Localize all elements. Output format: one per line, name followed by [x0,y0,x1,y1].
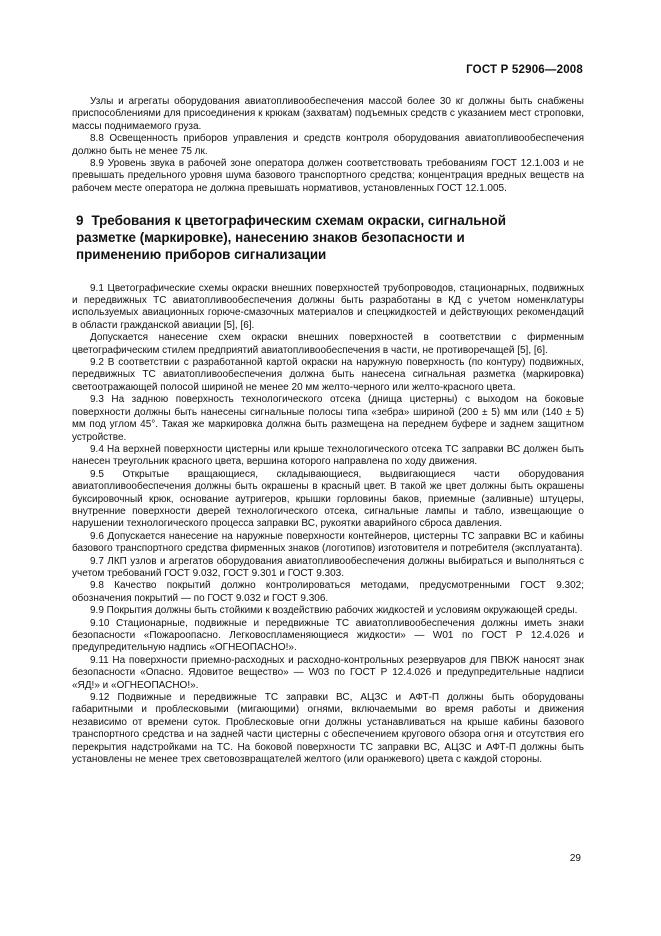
paragraph-9-3: 9.3 На заднюю поверхность технологического отсека (днища цистерны) с выходом на боковые поверхности должны быть нанесены сигнальные полосы типа «зебра» шириной (200 ± 5) мм или (140 ± 5) мм под углом 45°. Такая же маркировка должна быть размещена на переднем буфере и заднем защитном устройстве. [72,394,584,443]
page-number: 29 [569,853,581,864]
section-title: Требования к цветографическим схемам окраски, сигнальной разметке (маркировке), нанесению знаков безопасности и применению приборов сигнализации [76,213,506,262]
paragraph-9-11: 9.11 На поверхности приемно-расходных и расходно-контрольных резервуаров для ПВКЖ наносят знак безопасности «Опасно. Ядовитое вещество» — W03 по ГОСТ Р 12.4.026 и предупредительные надписи «ЯД!» и «ОГНЕОПАСНО!». [72,654,584,691]
paragraph-9-9: 9.9 Покрытия должны быть стойкими к воздействию рабочих жидкостей и условиям окружающей среды. [90,605,578,617]
paragraph-9-12: 9.12 Подвижные и передвижные ТС заправки ВС, АЦЗС и АФТ-П должны быть оборудованы габаритными и проблесковыми (мигающими) огнями, включаемыми во время работы и движения независимо от времени суток. Проблесковые огни должны устанавливаться на крыше кабины базового транспортного средства и на задней части цистерны с обеспечением кругового обзора огня и отсутствия его перекрытия надстройками на ТС. На боковой поверхности ТС заправки ВС, АЦЗС и АФТ-П должны быть установлены не менее трех световозвращателей желтого (или оранжевого) цвета с каждой стороны. [72,692,584,766]
paragraph-8-7-cont: Узлы и агрегаты оборудования авиатопливообеспечения массой более 30 кг должны быть снабжены приспособлениями для присоединения к крюкам (захватам) подъемных средств с указанием мест строповки, массы поднимаемого груза. [72,96,584,132]
page-content [72,96,584,766]
paragraph-8-8: 8.8 Освещенность приборов управления и средств контроля оборудования авиатопливообеспечения должно быть не менее 75 лк. [72,133,584,157]
section-9-heading [72,213,546,263]
paragraph-9-4: 9.4 На верхней поверхности цистерны или крыше технологического отсека ТС заправки ВС должен быть нанесен треугольник красного цвета, вершина которого направлена по ходу движения. [72,443,584,468]
paragraph-9-5: 9.5 Открытые вращающиеся, складывающиеся, выдвигающиеся части оборудования авиатопливообеспечения должны быть окрашены в красный цвет. В такой же цвет должны быть окрашены буксировочный крюк, основание аутригеров, крышки горловины баков, приемные (заливные) штуцеры, внутренние поверхности дверей технологического отсека, сигнальные лампы и табло, извещающие о нарушении технологического процесса заправки ВС, рукоятки аварийного сброса давления. [72,468,584,530]
paragraph-9-6: 9.6 Допускается нанесение на наружные поверхности контейнеров, цистерны ТС заправки ВС и кабины базового транспортного средства фирменных знаков (логотипов) изготовителя и потребителя (эксплуатанта). [72,530,584,555]
paragraph-9-1: 9.1 Цветографические схемы окраски внешних поверхностей трубопроводов, стационарных, подвижных и передвижных ТС авиатопливообеспечения должны быть разработаны в КД с учетом номенклатуры используемых авиационных горюче-смазочных материалов и спецжидкостей и действующих рекомендаций в области гражданской авиации [5], [6]. [72,282,584,331]
paragraph-9-1-note: Допускается нанесение схем окраски внешних поверхностей в соответствии с фирменным цветографическим стилем предприятий авиатопливообеспечения в части, не противоречащей [5], [6]. [72,332,584,356]
section-number: 9 [76,213,84,229]
paragraph-9-2: 9.2 В соответствии с разработанной картой окраски на наружную поверхность (по контуру) подвижных, передвижных ТС авиатопливообеспечения должна быть нанесена сигнальная разметка (маркировка) светоотражающей полосой шириной не менее 20 мм желто-черного или желто-красного цвета. [72,357,584,393]
paragraph-9-10: 9.10 Стационарные, подвижные и передвижные ТС авиатопливообеспечения должны иметь знаки безопасности «Пожароопасно. Легковоспламеняющиеся жидкости» — W01 по ГОСТ Р 12.4.026 и предупредительную надпись «ОГНЕОПАСНО!». [72,617,584,654]
paragraph-9-7: 9.7 ЛКП узлов и агрегатов оборудования авиатопливообеспечения должны выбираться и выполняться с учетом требований ГОСТ 9.032, ГОСТ 9.301 и ГОСТ 9.303. [72,555,584,579]
paragraph-8-9: 8.9 Уровень звука в рабочей зоне оператора должен соответствовать требованиям ГОСТ 12.1.003 и не превышать предельного уровня шума базового транспортного средства; концентрация вредных веществ на рабочем месте оператора не должна превышать нормативов, установленных ГОСТ 12.1.005. [72,158,584,194]
paragraph-9-8: 9.8 Качество покрытий должно контролироваться методами, предусмотренными ГОСТ 9.302; обозначения покрытий — по ГОСТ 9.032 и ГОСТ 9.306. [72,580,584,604]
document-header: ГОСТ Р 52906—2008 [466,64,583,76]
